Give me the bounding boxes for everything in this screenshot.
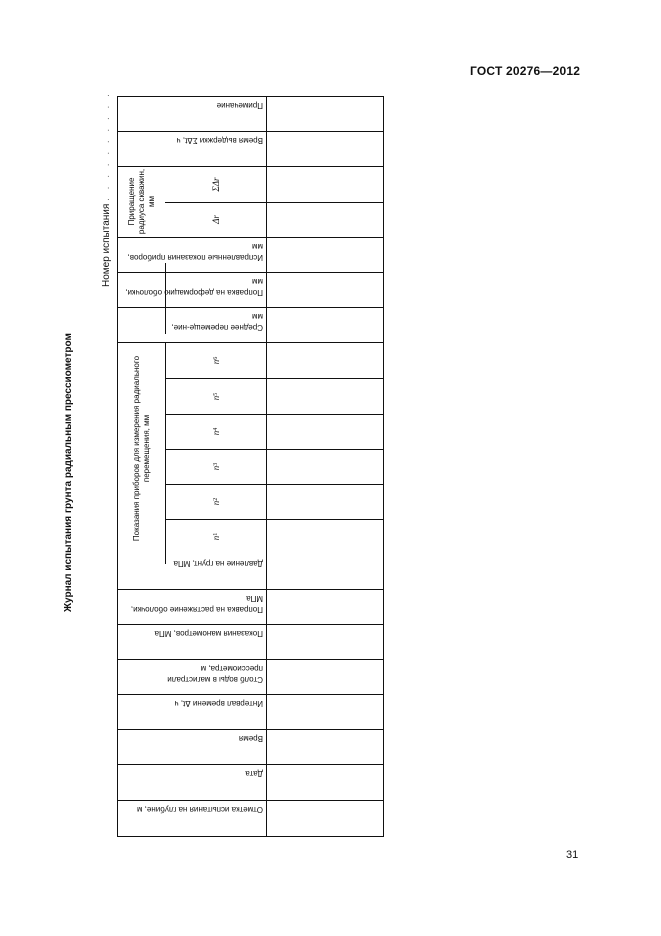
symbol-n3-letter: n — [211, 465, 221, 471]
symbol-delta-r — [166, 202, 266, 237]
standard-code: ГОСТ 20276—2012 — [470, 64, 581, 78]
header-depth-mark: Отметка испытания на глубине, м — [136, 805, 263, 814]
symbol-n6 — [166, 343, 266, 378]
test-number-label — [101, 91, 112, 287]
test-number-fill: . . . . . . . . . . — [101, 91, 112, 201]
header-time: Время — [238, 734, 263, 743]
symbol-n1-index: 1 — [213, 532, 219, 536]
symbol-n1-letter: n — [211, 535, 221, 541]
header-corrected-readings: Исправленные показания приборов, мм — [127, 242, 263, 262]
symbol-n6-letter: n — [211, 359, 221, 365]
symbol-n5-letter: n — [211, 395, 221, 401]
symbol-n4-letter: n — [211, 430, 221, 436]
header-manometer-readings: Показания манометров, МПа — [154, 629, 263, 638]
symbol-n1 — [166, 519, 266, 554]
header-membrane-tension-correction: Поправка на растяжение оболочки, МПа — [130, 594, 263, 614]
header-hold-time: Время выдержки ΣΔt, ч — [176, 136, 263, 145]
symbol-n3-index: 3 — [213, 462, 219, 466]
symbol-n5 — [166, 379, 266, 414]
header-time-interval: Интервал времени Δt, ч — [174, 699, 263, 708]
symbol-n5-index: 5 — [213, 392, 219, 396]
symbol-sum-delta-r — [166, 167, 266, 202]
header-soil-pressure: Давление на грунт, МПа — [173, 559, 263, 568]
symbol-sum-delta-r-text: ΣΔr — [211, 177, 221, 192]
header-water-column: Столб воды в магистрали прессиометра, м — [167, 664, 263, 684]
symbol-n4 — [166, 414, 266, 449]
symbol-n2-letter: n — [211, 500, 221, 506]
header-average-displacement: Среднее перемеще-ние, мм — [171, 312, 263, 332]
symbol-n3 — [166, 449, 266, 484]
header-membrane-deformation-correction: Поправка на деформацию оболочки, мм — [125, 277, 263, 297]
header-remark: Примечание — [216, 101, 263, 110]
header-instrument-readings: Показания приборов для измерения радиального перемещения, мм — [131, 355, 151, 542]
journal-title: Журнал испытания грунта радиальным прессиометром — [63, 333, 74, 612]
symbol-n2 — [166, 484, 266, 519]
test-journal-table — [117, 96, 384, 837]
header-date: Дата — [245, 769, 263, 778]
test-number-caption: Номер испытания — [101, 203, 112, 287]
symbol-n4-index: 4 — [213, 427, 219, 431]
symbol-n6-index: 6 — [213, 356, 219, 360]
header-radius-increment: Приращение радиуса скважин, мм — [126, 168, 156, 235]
symbol-n2-index: 2 — [213, 497, 219, 501]
symbol-delta-r-text: Δr — [211, 215, 221, 224]
page-number: 31 — [566, 849, 579, 861]
